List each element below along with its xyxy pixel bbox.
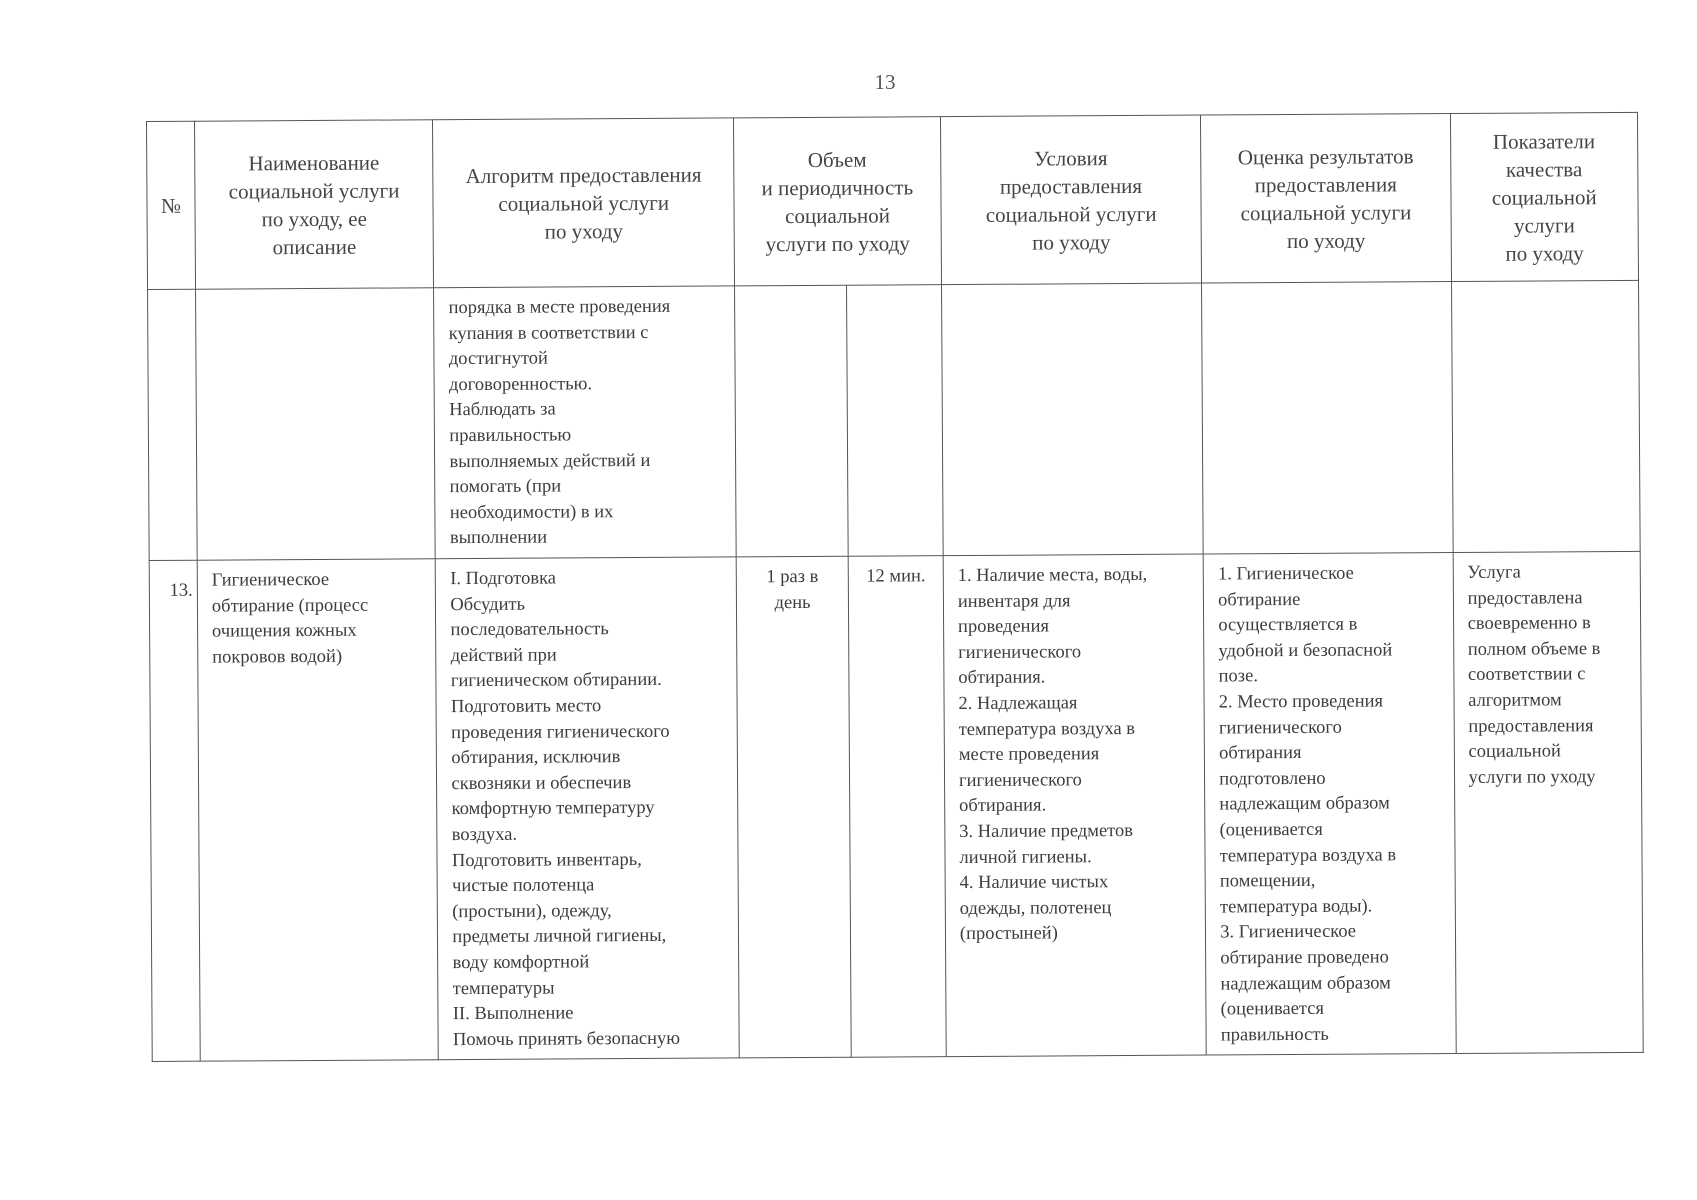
text-line: по уходу — [1032, 229, 1111, 255]
text-line: гигиенического — [958, 642, 1082, 663]
text-line: Показатели — [1492, 128, 1596, 154]
header-algorithm — [433, 118, 735, 288]
text-line: обтирание (процесс — [211, 595, 369, 617]
text-line: алгоритмом — [1468, 690, 1562, 711]
text-line: социальной — [785, 202, 891, 228]
services-table — [146, 112, 1644, 1062]
text-line: социальной услуги — [228, 177, 400, 203]
text-line: Услуга — [1467, 562, 1521, 583]
cell-evaluation — [1203, 553, 1455, 1056]
table-row-continued — [148, 280, 1641, 560]
text-line: предоставления — [999, 173, 1143, 199]
text-line: сквозняки и обеспечив — [451, 772, 632, 794]
text-line: день — [774, 592, 811, 613]
text-line: и периодичность — [761, 174, 914, 200]
text-line: услуги по уходу — [1468, 766, 1596, 788]
text-line: инвентаря для — [957, 590, 1071, 612]
text-line: помогать (при — [449, 476, 562, 498]
text-line: температура воздуха в — [958, 718, 1136, 740]
text-line: воздуха. — [451, 824, 518, 846]
text-line: выполнении — [449, 527, 548, 549]
text-line: Алгоритм предоставления — [465, 162, 702, 188]
text-line: температура воздуха в — [1219, 844, 1397, 866]
text-line: предоставления — [1468, 715, 1594, 737]
text-line: необходимости) в их — [449, 501, 614, 523]
text-line: 1. Наличие места, воды, — [957, 564, 1148, 587]
cell-empty — [1202, 282, 1453, 555]
text-line: месте проведения — [958, 744, 1100, 766]
cell-frequency — [736, 556, 851, 1058]
header-conditions — [940, 115, 1201, 285]
text-line: (оценивается — [1219, 819, 1323, 841]
text-line: 3. Гигиеническое — [1220, 921, 1357, 943]
text-line: социальной услуги — [1240, 199, 1412, 225]
text-line: выполняемых действий и — [449, 450, 651, 472]
text-line: Обсудить — [450, 594, 526, 615]
text-line: социальной — [1468, 741, 1561, 763]
text-line: II. Выполнение — [452, 1003, 574, 1025]
text-line: социальной услуги — [985, 201, 1157, 227]
text-line: действий при — [450, 645, 557, 666]
text-line: 2. Место проведения — [1218, 691, 1384, 713]
text-line: обтирания, исключив — [451, 747, 621, 769]
cell-empty — [735, 285, 849, 557]
cell-quality — [1453, 551, 1643, 1053]
cell-empty — [148, 289, 198, 560]
text-line: Оценка результатов — [1237, 143, 1414, 169]
text-line: (оценивается — [1220, 998, 1324, 1020]
text-line: описание — [272, 234, 357, 259]
text-line: 1 раз в — [766, 566, 819, 588]
text-line: проведения — [957, 616, 1050, 638]
header-quality — [1450, 112, 1638, 281]
text-line: чистые полотенца — [452, 875, 595, 897]
header-volume — [733, 117, 941, 286]
text-line: Подготовить место — [450, 696, 602, 718]
text-line: обтирание — [1218, 589, 1301, 611]
text-line: Наименование — [248, 150, 380, 175]
text-line: гигиенического — [958, 770, 1082, 791]
text-line: полном объеме в — [1467, 638, 1601, 660]
text-line: социальной услуги — [498, 190, 670, 216]
text-line: удобной и безопасной — [1218, 640, 1393, 662]
text-line: 2. Надлежащая — [958, 693, 1078, 715]
text-line: температура воды). — [1219, 896, 1373, 918]
cell-duration: 12 мин. — [848, 556, 946, 1058]
text-line: 4. Наличие чистых — [959, 872, 1109, 894]
text-line: по уходу — [1286, 228, 1366, 253]
text-line: Подготовить инвентарь, — [451, 849, 642, 871]
cell-empty — [847, 285, 943, 557]
text-line: услуги по уходу — [765, 230, 910, 256]
text-line: температуры — [452, 978, 555, 999]
text-line: порядка в месте проведения — [448, 296, 671, 319]
text-line: гигиенического — [1218, 717, 1342, 739]
cell-conditions — [943, 554, 1206, 1057]
text-line: качества — [1505, 156, 1583, 182]
text-line: предоставления — [1254, 171, 1397, 197]
text-line: 3. Наличие предметов — [959, 820, 1134, 842]
text-line: правильность — [1220, 1024, 1329, 1046]
text-line: 1. Гигиеническое — [1217, 563, 1354, 585]
text-line: договоренностью. — [448, 374, 593, 395]
cell-empty — [1451, 280, 1640, 552]
text-line: по уходу — [544, 218, 624, 244]
text-line: по уходу, ее — [261, 206, 367, 231]
text-line: подготовлено — [1219, 768, 1326, 790]
text-line: личной гигиены. — [959, 846, 1092, 868]
text-line: социальной — [1491, 184, 1597, 210]
cell-empty — [195, 288, 435, 560]
text-line: Наблюдать за — [449, 399, 556, 421]
text-line: помещении, — [1219, 870, 1316, 892]
text-line: (простыней) — [959, 923, 1058, 945]
text-line: гигиеническом обтирании. — [450, 670, 662, 692]
text-line: обтирания. — [959, 795, 1047, 817]
text-line: одежды, полотенец — [959, 897, 1112, 919]
text-line: очищения кожных — [211, 620, 357, 642]
text-line: соответствии с — [1467, 664, 1586, 686]
document-table-wrapper — [146, 112, 1644, 1062]
text-line: проведения гигиенического — [451, 721, 670, 743]
text-line: I. Подготовка — [450, 568, 557, 590]
text-line: своевременно в — [1467, 613, 1591, 635]
cell-empty — [941, 283, 1203, 556]
text-line: позе. — [1218, 666, 1258, 687]
text-line: купания в соответствии с — [448, 322, 649, 344]
cell-algorithm — [436, 557, 740, 1060]
text-line: надлежащим образом — [1219, 793, 1390, 815]
text-line: предоставлена — [1467, 587, 1583, 609]
cell-algorithm-continued — [434, 286, 736, 559]
text-line: правильностью — [449, 425, 572, 447]
text-line: комфортную температуру — [451, 798, 655, 820]
text-line: покровов водой) — [212, 646, 343, 668]
text-line: (простыни), одежду, — [452, 900, 612, 922]
table-row-13 — [149, 551, 1643, 1061]
header-evaluation — [1201, 114, 1451, 284]
text-line: обтирания. — [958, 667, 1046, 689]
text-line: обтирание проведено — [1220, 947, 1389, 969]
text-line: Гигиеническое — [211, 569, 330, 591]
cell-service-name — [197, 559, 439, 1061]
text-line: предметы личной гигиены, — [452, 926, 667, 948]
text-line: Условия — [1033, 145, 1108, 171]
text-line: осуществляется в — [1218, 614, 1358, 636]
header-name — [194, 120, 434, 289]
text-line: Помочь принять безопасную — [452, 1028, 681, 1050]
text-line: Объем — [807, 147, 867, 172]
text-line: обтирания — [1219, 743, 1302, 764]
table-header-row — [147, 112, 1639, 289]
text-line: воду комфортной — [452, 952, 590, 974]
cell-number: 13. — [149, 560, 200, 1061]
page-number: 13 — [874, 70, 896, 94]
text-line: последовательность — [450, 619, 609, 641]
text-line: надлежащим образом — [1220, 972, 1391, 994]
text-line: по уходу — [1505, 240, 1584, 266]
text-line: услуги — [1514, 212, 1575, 238]
text-line: достигнутой — [448, 348, 548, 370]
header-number: № — [147, 121, 196, 289]
